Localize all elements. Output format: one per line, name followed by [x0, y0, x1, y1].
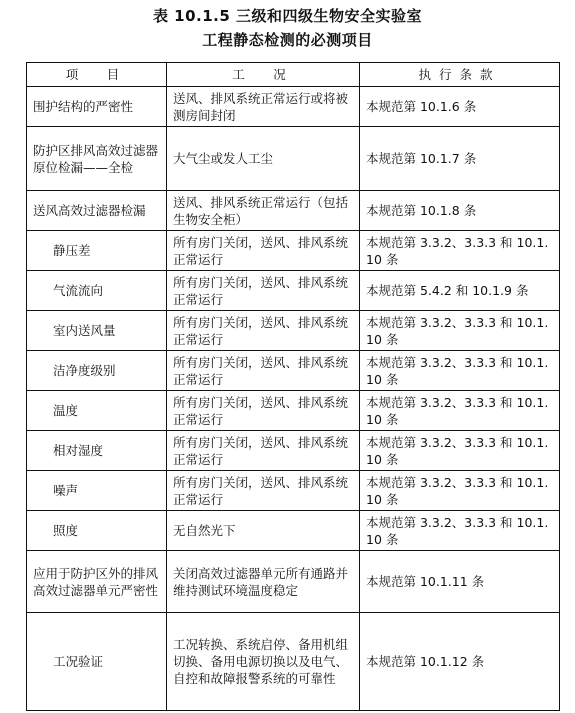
row-item: 围护结构的严密性: [27, 87, 167, 127]
table-row: [27, 127, 560, 191]
row-clause: 本规范第 3.3.2、3.3.3 和 10.1.10 条: [360, 511, 560, 551]
row-item: 送风高效过滤器检漏: [27, 191, 167, 231]
row-clause: 本规范第 3.3.2、3.3.3 和 10.1.10 条: [360, 471, 560, 511]
row-clause: 本规范第 3.3.2、3.3.3 和 10.1.10 条: [360, 311, 560, 351]
row-item: 相对湿度: [27, 431, 167, 471]
row-item: 室内送风量: [27, 311, 167, 351]
table-title-line-1: 表 10.1.5 三级和四级生物安全实验室: [152, 7, 423, 25]
header-item: 项 目: [27, 63, 167, 87]
row-clause: 本规范第 10.1.7 条: [360, 127, 560, 191]
row-condition: 所有房门关闭，送风、排风系统正常运行: [167, 391, 360, 431]
table-row: [27, 613, 560, 711]
header-condition: 工 况: [167, 63, 360, 87]
table-row: [27, 87, 560, 127]
table-title-line-2: 工程静态检测的必测项目: [202, 31, 373, 49]
row-condition: 所有房门关闭，送风、排风系统正常运行: [167, 231, 360, 271]
table-row: [27, 231, 560, 271]
row-condition: 所有房门关闭，送风、排风系统正常运行: [167, 471, 360, 511]
table-row: [27, 351, 560, 391]
row-clause: 本规范第 3.3.2、3.3.3 和 10.1.10 条: [360, 391, 560, 431]
row-condition: 工况转换、系统启停、备用机组切换、备用电源切换以及电气、自控和故障报警系统的可靠性: [167, 613, 360, 711]
table-header-row: [27, 63, 560, 87]
row-clause: 本规范第 10.1.12 条: [360, 613, 560, 711]
table-row: [27, 511, 560, 551]
table-title: [0, 4, 575, 52]
row-clause: 本规范第 10.1.8 条: [360, 191, 560, 231]
row-condition: 所有房门关闭，送风、排风系统正常运行: [167, 351, 360, 391]
row-item: 防护区排风高效过滤器原位检漏——全检: [27, 127, 167, 191]
row-item: 应用于防护区外的排风高效过滤器单元严密性: [27, 551, 167, 613]
table-row: [27, 311, 560, 351]
row-condition: 无自然光下: [167, 511, 360, 551]
row-clause: 本规范第 3.3.2、3.3.3 和 10.1.10 条: [360, 231, 560, 271]
table-row: [27, 391, 560, 431]
row-condition: 送风、排风系统正常运行（包括生物安全柜）: [167, 191, 360, 231]
row-item: 工况验证: [27, 613, 167, 711]
row-condition: 关闭高效过滤器单元所有通路并维持测试环境温度稳定: [167, 551, 360, 613]
table-row: [27, 551, 560, 613]
row-item: 气流流向: [27, 271, 167, 311]
row-condition: 所有房门关闭，送风、排风系统正常运行: [167, 311, 360, 351]
row-clause: 本规范第 10.1.11 条: [360, 551, 560, 613]
table-row: [27, 191, 560, 231]
row-condition: 大气尘或发人工尘: [167, 127, 360, 191]
row-condition: 所有房门关闭，送风、排风系统正常运行: [167, 271, 360, 311]
row-condition: 所有房门关闭，送风、排风系统正常运行: [167, 431, 360, 471]
row-clause: 本规范第 10.1.6 条: [360, 87, 560, 127]
row-condition: 送风、排风系统正常运行或将被测房间封闭: [167, 87, 360, 127]
row-clause: 本规范第 3.3.2、3.3.3 和 10.1.10 条: [360, 431, 560, 471]
table-row: [27, 271, 560, 311]
row-item: 温度: [27, 391, 167, 431]
test-items-table: [26, 62, 560, 711]
table-row: [27, 431, 560, 471]
row-item: 静压差: [27, 231, 167, 271]
header-clause: 执行条款: [360, 63, 560, 87]
table-row: [27, 471, 560, 511]
row-clause: 本规范第 3.3.2、3.3.3 和 10.1.10 条: [360, 351, 560, 391]
row-clause: 本规范第 5.4.2 和 10.1.9 条: [360, 271, 560, 311]
row-item: 噪声: [27, 471, 167, 511]
row-item: 照度: [27, 511, 167, 551]
row-item: 洁净度级别: [27, 351, 167, 391]
